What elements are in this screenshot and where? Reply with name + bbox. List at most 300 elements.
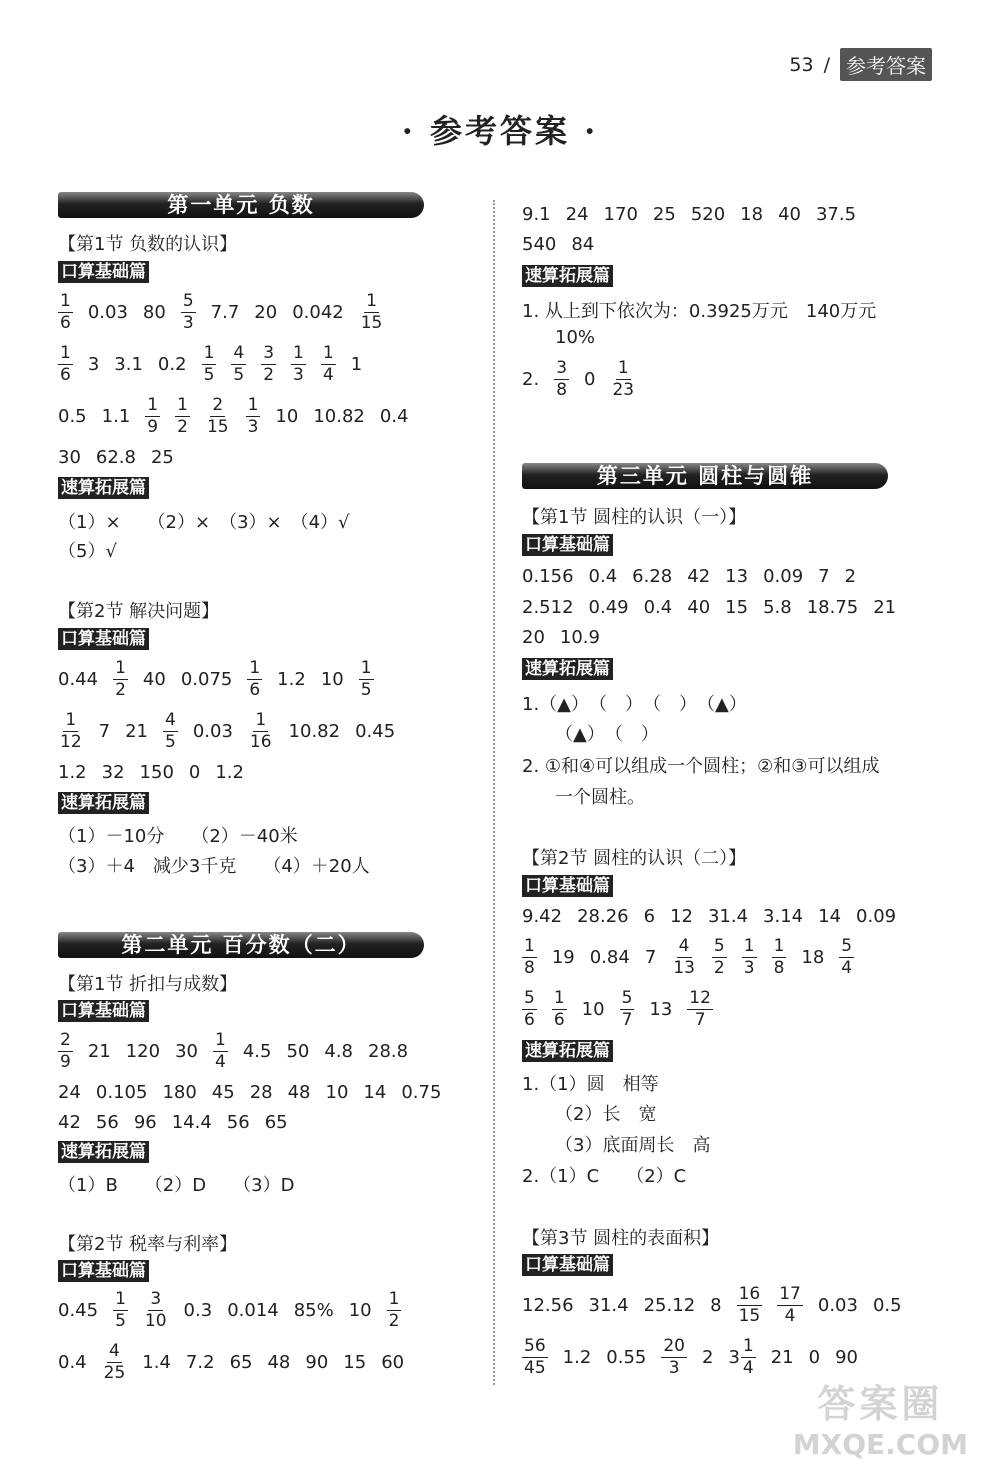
answer-value: 18 bbox=[801, 947, 825, 968]
fraction-denominator: 2 bbox=[263, 365, 275, 385]
header-separator: / bbox=[823, 53, 830, 76]
fraction-numerator: 4 bbox=[678, 936, 690, 956]
answer-value: 10 bbox=[275, 406, 299, 427]
fraction-denominator: 4 bbox=[322, 365, 334, 385]
answer-row bbox=[58, 762, 259, 783]
u2s1-basic-label: 口算基础篇 bbox=[58, 1000, 149, 1022]
answer-value: 0.014 bbox=[227, 1300, 279, 1321]
fraction-numerator: 4 bbox=[165, 710, 176, 730]
answer-row bbox=[58, 345, 377, 384]
answer-value: 10.82 bbox=[313, 406, 365, 427]
answer-value: 40 bbox=[778, 204, 801, 225]
answer-row bbox=[522, 597, 911, 618]
answer-value: 14 bbox=[818, 906, 842, 927]
answer-fraction bbox=[620, 990, 635, 1029]
answer-row bbox=[522, 627, 615, 648]
answer-fraction bbox=[671, 938, 697, 977]
fraction-numerator: 3 bbox=[556, 358, 568, 378]
answer-value: 0.03 bbox=[192, 721, 233, 742]
answer-fraction bbox=[58, 712, 84, 751]
column-divider bbox=[493, 200, 495, 1385]
fraction-numerator: 1 bbox=[147, 395, 159, 415]
answer-value: 20 bbox=[254, 302, 278, 323]
answer-value: 0.09 bbox=[856, 906, 897, 927]
answer-value: 1.4 bbox=[142, 1352, 171, 1373]
fraction-denominator: 3 bbox=[743, 958, 755, 978]
answer-value: 15 bbox=[725, 597, 749, 618]
fraction-denominator: 15 bbox=[360, 313, 383, 333]
answer-value: 37.5 bbox=[815, 204, 857, 225]
answer-fraction bbox=[261, 345, 276, 384]
fraction-numerator: 1 bbox=[60, 343, 71, 363]
fraction-numerator: 1 bbox=[60, 291, 71, 311]
answer-value: 0.03 bbox=[87, 302, 128, 323]
fraction-numerator: 1 bbox=[322, 343, 334, 363]
answer-value: 13 bbox=[649, 999, 673, 1020]
fraction-numerator: 5 bbox=[182, 291, 194, 311]
u1s2-title: 【第2节 解决问题】 bbox=[58, 601, 220, 622]
answer-value: 30 bbox=[175, 1041, 198, 1062]
fraction-denominator: 7 bbox=[621, 1010, 633, 1030]
answer-value: 0.5 bbox=[872, 1295, 902, 1316]
answer-value: 24 bbox=[565, 204, 589, 225]
u2s2-title: 【第2节 税率与利率】 bbox=[58, 1234, 238, 1255]
fraction-numerator: 3 bbox=[150, 1289, 162, 1309]
u3s1-ext-line-4: 一个圆柱。 bbox=[555, 787, 645, 808]
fraction-numerator: 1 bbox=[293, 343, 304, 363]
answer-value: 10 bbox=[325, 1082, 349, 1103]
answer-value: 2 bbox=[844, 566, 857, 587]
fraction-numerator: 3 bbox=[263, 343, 275, 363]
answer-value: 31.4 bbox=[707, 906, 749, 927]
u1s2-ext-label: 速算拓展篇 bbox=[58, 792, 149, 814]
fraction-denominator: 9 bbox=[147, 417, 159, 437]
answer-value: 1.1 bbox=[101, 406, 131, 427]
answer-row bbox=[58, 712, 410, 751]
answer-value: 7 bbox=[98, 721, 111, 742]
u3s2-basic-label: 口算基础篇 bbox=[522, 875, 613, 897]
answer-value: 3 bbox=[87, 354, 100, 375]
answer-value: 56 bbox=[226, 1112, 250, 1133]
answer-row bbox=[58, 293, 399, 332]
answer-fraction bbox=[839, 938, 854, 977]
answer-value: 21 bbox=[770, 1347, 794, 1368]
fraction-denominator: 8 bbox=[524, 958, 535, 978]
fraction-numerator: 20 bbox=[663, 1336, 685, 1356]
fraction-numerator: 2 bbox=[212, 395, 224, 415]
answer-fraction bbox=[231, 345, 246, 384]
answer-fraction bbox=[205, 397, 231, 436]
answer-fraction bbox=[737, 1286, 763, 1325]
fraction-numerator: 16 bbox=[738, 1284, 761, 1304]
fraction-numerator: 1 bbox=[366, 291, 377, 311]
answer-value: 62.8 bbox=[95, 447, 136, 468]
answer-fraction bbox=[359, 293, 385, 332]
fraction-denominator: 4 bbox=[215, 1052, 226, 1072]
fraction-denominator: 3 bbox=[293, 365, 304, 385]
fraction-numerator: 1 bbox=[524, 936, 535, 956]
fraction-denominator: 2 bbox=[115, 680, 126, 700]
answer-value: 0.03 bbox=[817, 1295, 858, 1316]
answer-value: 40 bbox=[142, 669, 166, 690]
fraction-numerator: 1 bbox=[255, 710, 267, 730]
answer-value: 10 bbox=[348, 1300, 372, 1321]
answer-value: 90 bbox=[305, 1352, 329, 1373]
answer-value: 40 bbox=[687, 597, 711, 618]
answer-fraction bbox=[246, 397, 261, 436]
fraction-denominator: 5 bbox=[115, 1311, 126, 1331]
answer-fraction bbox=[291, 345, 306, 384]
answer-value: 0.4 bbox=[643, 597, 673, 618]
fraction-denominator: 4 bbox=[841, 958, 853, 978]
answer-value: 0.042 bbox=[292, 302, 344, 323]
answer-fraction bbox=[359, 660, 374, 699]
answer-value: 0.45 bbox=[355, 721, 396, 742]
fraction-denominator: 6 bbox=[524, 1010, 535, 1030]
fraction-numerator: 5 bbox=[713, 936, 725, 956]
fraction-numerator: 1 bbox=[742, 1336, 754, 1356]
fraction-numerator: 1 bbox=[617, 358, 629, 378]
answer-value: 0 bbox=[188, 762, 201, 783]
answer-fraction bbox=[145, 397, 160, 436]
fraction-numerator: 1 bbox=[65, 710, 77, 730]
answer-value: 1.2 bbox=[215, 762, 244, 783]
fraction-denominator: 15 bbox=[738, 1306, 761, 1326]
u3s1-ext-label: 速算拓展篇 bbox=[522, 658, 613, 680]
answer-value: 28.26 bbox=[577, 906, 629, 927]
fraction-denominator: 6 bbox=[60, 365, 71, 385]
answer-value: 180 bbox=[162, 1082, 197, 1103]
answer-fraction bbox=[522, 1338, 548, 1377]
answer-fraction bbox=[772, 938, 787, 977]
answer-fraction bbox=[687, 990, 713, 1029]
answer-fraction bbox=[163, 712, 178, 751]
answer-fraction bbox=[202, 345, 217, 384]
answer-value: 0.156 bbox=[522, 566, 574, 587]
answer-value: 6 bbox=[643, 906, 656, 927]
answer-row bbox=[58, 397, 423, 436]
answer-value: 7.2 bbox=[185, 1352, 215, 1373]
fraction-denominator: 6 bbox=[249, 680, 261, 700]
answer-value: 32 bbox=[101, 762, 125, 783]
answer-value: 0.44 bbox=[58, 669, 99, 690]
answer-value: 25 bbox=[652, 204, 676, 225]
answer-fraction bbox=[247, 660, 262, 699]
fraction-denominator: 8 bbox=[556, 380, 568, 400]
fraction-numerator: 1 bbox=[553, 988, 565, 1008]
answer-value: 21 bbox=[873, 597, 897, 618]
fraction-denominator: 2 bbox=[177, 417, 188, 437]
right-ext-line-1b: 10% bbox=[555, 327, 596, 348]
answer-fraction bbox=[113, 1291, 128, 1330]
answer-row bbox=[58, 660, 389, 699]
u2s1-ext-line-1: （1）B （2）D （3）D bbox=[58, 1175, 295, 1196]
answer-value: 10.9 bbox=[559, 627, 600, 648]
fraction-numerator: 5 bbox=[841, 936, 853, 956]
answer-row bbox=[522, 990, 728, 1029]
answer-fraction bbox=[554, 360, 569, 399]
u1s1-basic-label: 口算基础篇 bbox=[58, 261, 149, 283]
answer-value: 0.84 bbox=[589, 947, 630, 968]
fraction-numerator: 1 bbox=[247, 395, 259, 415]
fraction-denominator: 12 bbox=[60, 732, 82, 752]
answer-fraction bbox=[387, 1291, 402, 1330]
u3s1-title: 【第1节 圆柱的认识（一）】 bbox=[522, 507, 747, 528]
answer-value: 7 bbox=[644, 947, 657, 968]
answer-value: 65 bbox=[229, 1352, 253, 1373]
unit3-banner: 第三单元 圆柱与圆锥 bbox=[522, 463, 888, 489]
answer-value: 56 bbox=[95, 1112, 119, 1133]
watermark-line-2: MXQE.COM bbox=[792, 1428, 968, 1461]
answer-value: 0.3 bbox=[183, 1300, 213, 1321]
u1s2-basic-label: 口算基础篇 bbox=[58, 628, 149, 650]
answer-value: 4.5 bbox=[242, 1041, 272, 1062]
answer-fraction bbox=[552, 990, 567, 1029]
answer-row bbox=[522, 906, 911, 927]
answer-value: 48 bbox=[267, 1352, 291, 1373]
fraction-numerator: 12 bbox=[689, 988, 711, 1008]
answer-value: 48 bbox=[287, 1082, 311, 1103]
fraction-denominator: 23 bbox=[612, 380, 635, 400]
answer-value: 12 bbox=[670, 906, 693, 927]
answer-value: 19 bbox=[551, 947, 575, 968]
answer-value: 45 bbox=[211, 1082, 235, 1103]
u1s1-title: 【第1节 负数的认识】 bbox=[58, 234, 238, 255]
fraction-numerator: 17 bbox=[779, 1284, 801, 1304]
answer-value: 0.4 bbox=[58, 1352, 87, 1373]
answer-value: 1.2 bbox=[58, 762, 87, 783]
fraction-numerator: 5 bbox=[524, 988, 535, 1008]
u2s2-basic-label: 口算基础篇 bbox=[58, 1260, 149, 1282]
right-ext-line-1: 1. 从上到下依次为：0.3925万元 140万元 bbox=[522, 301, 877, 322]
answer-value: 0.09 bbox=[763, 566, 804, 587]
answer-value: 0.5 bbox=[58, 406, 87, 427]
unit1-banner: 第一单元 负数 bbox=[58, 192, 424, 218]
answer-value: 150 bbox=[139, 762, 174, 783]
answer-value: 84 bbox=[571, 234, 595, 255]
answer-value: 7 bbox=[818, 566, 830, 587]
answer-fraction bbox=[728, 1338, 755, 1377]
fraction-denominator: 3 bbox=[668, 1358, 680, 1378]
answer-value: 1.2 bbox=[562, 1347, 592, 1368]
fraction-denominator: 5 bbox=[203, 365, 215, 385]
u3s3-title: 【第3节 圆柱的表面积】 bbox=[522, 1228, 720, 1249]
answer-value: 1.2 bbox=[277, 669, 306, 690]
answer-value: 4.8 bbox=[324, 1041, 354, 1062]
answer-value: 0.49 bbox=[588, 597, 629, 618]
fraction-numerator: 4 bbox=[233, 343, 245, 363]
fraction-numerator: 5 bbox=[621, 988, 633, 1008]
answer-fraction bbox=[248, 712, 274, 751]
fraction-denominator: 4 bbox=[784, 1306, 796, 1326]
unit2-banner: 第二单元 百分数（二） bbox=[58, 932, 424, 958]
fraction-numerator: 1 bbox=[215, 1030, 226, 1050]
u3s1-ext-line-3: 2. ①和④可以组成一个圆柱；②和③可以组成 bbox=[522, 756, 880, 777]
fraction-numerator: 1 bbox=[743, 936, 755, 956]
answer-value: 50 bbox=[286, 1041, 310, 1062]
answer-fraction bbox=[522, 938, 537, 977]
answer-value: 21 bbox=[125, 721, 148, 742]
u3s2-title: 【第2节 圆柱的认识（二）】 bbox=[522, 848, 747, 869]
u3s3-basic-label: 口算基础篇 bbox=[522, 1254, 613, 1276]
fraction-denominator: 13 bbox=[673, 958, 695, 978]
right-ext-label: 速算拓展篇 bbox=[522, 265, 613, 287]
answer-row bbox=[58, 1343, 419, 1382]
answer-value: 42 bbox=[58, 1112, 81, 1133]
fraction-denominator: 6 bbox=[60, 313, 71, 333]
u2s1-title: 【第1节 折扣与成数】 bbox=[58, 974, 238, 995]
u2s1-ext-label: 速算拓展篇 bbox=[58, 1141, 149, 1163]
answer-fraction bbox=[143, 1291, 169, 1330]
fraction-denominator: 3 bbox=[247, 417, 259, 437]
answer-value: 9.42 bbox=[522, 906, 563, 927]
u1s1-ext-line-2: （5）√ bbox=[58, 541, 117, 562]
fraction-denominator: 16 bbox=[249, 732, 272, 752]
fraction-numerator: 1 bbox=[115, 658, 126, 678]
answer-value: 0.2 bbox=[157, 354, 187, 375]
answer-row bbox=[58, 1291, 416, 1330]
u3s1-ext-line-1: 1.（▲） （ ） （ ） （▲） bbox=[522, 694, 747, 715]
page-header bbox=[789, 48, 932, 81]
answer-value: 540 bbox=[522, 234, 557, 255]
fraction-denominator: 3 bbox=[182, 313, 194, 333]
answer-value: 6.28 bbox=[632, 566, 673, 587]
answer-row bbox=[58, 1032, 423, 1071]
fraction-denominator: 7 bbox=[694, 1010, 706, 1030]
fraction-denominator: 9 bbox=[60, 1052, 71, 1072]
answer-value: 0 bbox=[584, 369, 596, 390]
answer-fraction bbox=[661, 1338, 687, 1377]
answer-value: 0.075 bbox=[180, 669, 233, 690]
fraction-whole: 3 bbox=[728, 1347, 740, 1368]
answer-fraction bbox=[102, 1343, 128, 1382]
u3s2-ext-line-4: 2.（1）C （2）C bbox=[522, 1166, 687, 1187]
answer-fraction bbox=[58, 345, 73, 384]
page-title: · 参考答案 · bbox=[401, 112, 599, 150]
answer-value: 30 bbox=[58, 447, 81, 468]
answer-value: 1 bbox=[350, 354, 363, 375]
answer-value: 80 bbox=[142, 302, 166, 323]
page-number: 53 bbox=[789, 53, 814, 76]
answer-value: 0.4 bbox=[588, 566, 618, 587]
answer-fraction bbox=[58, 1032, 73, 1071]
answer-row bbox=[522, 234, 609, 255]
u3s2-ext-label: 速算拓展篇 bbox=[522, 1040, 613, 1062]
answer-value: 520 bbox=[690, 204, 726, 225]
fraction-denominator: 10 bbox=[144, 1311, 167, 1331]
answer-value: 9.1 bbox=[522, 204, 551, 225]
answer-value: 14 bbox=[363, 1082, 387, 1103]
fraction-numerator: 1 bbox=[177, 395, 188, 415]
answer-value: 10 bbox=[320, 669, 344, 690]
u3s2-ext-line-1: 1.（1）圆 相等 bbox=[522, 1074, 659, 1095]
answer-value: 25 bbox=[150, 447, 174, 468]
answer-value: 13 bbox=[725, 566, 749, 587]
answer-value: 3.14 bbox=[763, 906, 804, 927]
answer-value: 14.4 bbox=[171, 1112, 212, 1133]
fraction-denominator: 5 bbox=[165, 732, 176, 752]
answer-value: 21 bbox=[87, 1041, 111, 1062]
answer-value: 12.56 bbox=[522, 1295, 574, 1316]
fraction-numerator: 1 bbox=[388, 1289, 400, 1309]
answer-value: 60 bbox=[381, 1352, 405, 1373]
answer-fraction bbox=[213, 1032, 228, 1071]
answer-value: 0.55 bbox=[606, 1347, 647, 1368]
answer-value: 20 bbox=[522, 627, 545, 648]
answer-row bbox=[58, 1082, 456, 1103]
answer-value: 2 bbox=[702, 1347, 714, 1368]
answer-value: 42 bbox=[687, 566, 711, 587]
fraction-numerator: 56 bbox=[524, 1336, 546, 1356]
answer-value: 0.75 bbox=[401, 1082, 442, 1103]
answer-fraction bbox=[712, 938, 727, 977]
u3s1-basic-label: 口算基础篇 bbox=[522, 534, 613, 556]
answer-fraction bbox=[777, 1286, 803, 1325]
answer-value: 2.512 bbox=[522, 597, 574, 618]
answer-value: 24 bbox=[58, 1082, 81, 1103]
answer-value: 170 bbox=[603, 204, 638, 225]
answer-row bbox=[522, 1338, 873, 1377]
fraction-denominator: 2 bbox=[388, 1311, 400, 1331]
answer-fraction bbox=[58, 293, 73, 332]
answer-row bbox=[58, 447, 189, 468]
fraction-denominator: 15 bbox=[206, 417, 229, 437]
u3s2-ext-line-3: （3）底面周长 高 bbox=[555, 1135, 711, 1156]
answer-value: 18.75 bbox=[806, 597, 859, 618]
answer-row bbox=[522, 1286, 917, 1325]
answer-value: 90 bbox=[835, 1347, 858, 1368]
answer-value: 0.4 bbox=[379, 406, 409, 427]
answer-fraction bbox=[175, 397, 190, 436]
answer-value: 15 bbox=[343, 1352, 367, 1373]
answer-value: 2. bbox=[522, 369, 540, 390]
fraction-denominator: 8 bbox=[773, 958, 785, 978]
answer-fraction bbox=[610, 360, 636, 399]
answer-value: 0.105 bbox=[95, 1082, 148, 1103]
answer-value: 18 bbox=[740, 204, 764, 225]
fraction-denominator: 6 bbox=[553, 1010, 565, 1030]
answer-value: 10.82 bbox=[288, 721, 341, 742]
answer-value: 5.8 bbox=[763, 597, 792, 618]
answer-row bbox=[522, 204, 871, 225]
answer-value: 31.4 bbox=[588, 1295, 629, 1316]
u1s1-ext-line-1: （1）× （2）× （3）× （4）√ bbox=[58, 512, 350, 533]
fraction-denominator: 5 bbox=[233, 365, 245, 385]
answer-row bbox=[522, 938, 869, 977]
answer-row bbox=[522, 360, 651, 399]
fraction-denominator: 4 bbox=[742, 1358, 754, 1378]
answer-value: 25.12 bbox=[643, 1295, 696, 1316]
answer-value: 65 bbox=[264, 1112, 288, 1133]
answer-fraction bbox=[321, 345, 336, 384]
watermark-line-1: 答案圈 bbox=[817, 1382, 944, 1426]
fraction-denominator: 2 bbox=[713, 958, 725, 978]
answer-value: 7.7 bbox=[210, 302, 240, 323]
answer-value: 10 bbox=[581, 999, 605, 1020]
watermark bbox=[793, 1373, 968, 1461]
answer-value: 8 bbox=[710, 1295, 722, 1316]
u1s2-ext-line-1: （1）－10分 （2）－40米 bbox=[58, 826, 298, 847]
u3s1-ext-line-2: （▲） （ ） bbox=[555, 724, 659, 745]
answer-row bbox=[522, 566, 871, 587]
answer-row bbox=[58, 1112, 303, 1133]
fraction-numerator: 1 bbox=[249, 658, 261, 678]
fraction-numerator: 1 bbox=[773, 936, 785, 956]
answer-value: 0 bbox=[808, 1347, 821, 1368]
fraction-numerator: 1 bbox=[360, 658, 372, 678]
fraction-denominator: 45 bbox=[524, 1358, 546, 1378]
answer-value: 28 bbox=[249, 1082, 273, 1103]
